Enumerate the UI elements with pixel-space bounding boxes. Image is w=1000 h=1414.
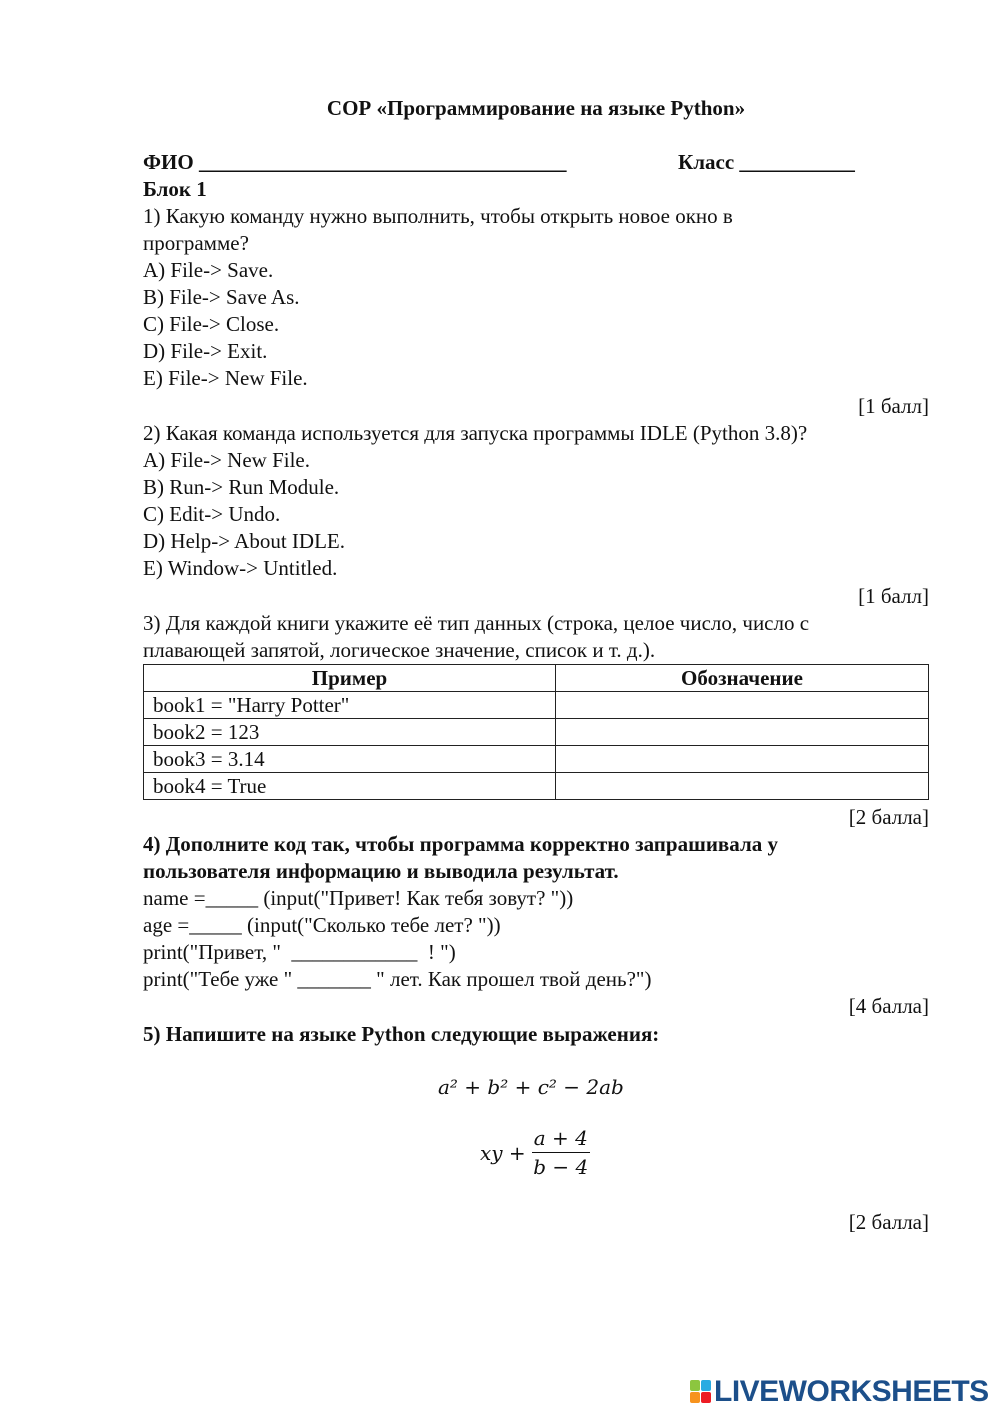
q2-option-b: B) Run-> Run Module. bbox=[143, 475, 340, 499]
q4-score: [4 балла] bbox=[848, 994, 929, 1018]
q5-score: [2 балла] bbox=[848, 1210, 929, 1234]
expression-2-prefix: xy + bbox=[480, 1140, 526, 1165]
q1-option-e: E) File-> New File. bbox=[143, 366, 308, 390]
page-title: СОР «Программирование на языке Python» bbox=[326, 96, 746, 120]
table-row bbox=[144, 746, 929, 773]
block-heading: Блок 1 bbox=[143, 177, 207, 201]
table-row bbox=[144, 773, 929, 800]
answer-cell[interactable] bbox=[556, 692, 929, 719]
q4-text-line2: пользователя информацию и выводила результат. bbox=[143, 859, 619, 883]
example-cell: book4 = True bbox=[144, 773, 556, 800]
q4-code-line4: print("Тебе уже " _______ " лет. Как прошел твой день?") bbox=[143, 967, 652, 991]
q2-option-a: A) File-> New File. bbox=[143, 448, 310, 472]
q3-text-line2: плавающей запятой, логическое значение, список и т. д.). bbox=[143, 638, 656, 662]
q1-option-a: A) File-> Save. bbox=[143, 258, 274, 282]
q2-option-d: D) Help-> About IDLE. bbox=[143, 529, 345, 553]
q2-score: [1 балл] bbox=[858, 584, 929, 608]
logo-mark-icon bbox=[690, 1380, 712, 1404]
fraction-numerator: a + 4 bbox=[532, 1126, 590, 1153]
expression-2-fraction bbox=[532, 1126, 590, 1179]
q3-score: [2 балла] bbox=[848, 805, 929, 829]
table-row bbox=[144, 692, 929, 719]
q4-code-line2: age =_____ (input("Сколько тебе лет? ")) bbox=[143, 913, 501, 937]
class-field: Класс ___________ bbox=[678, 150, 855, 174]
q1-text-line1: 1) Какую команду нужно выполнить, чтобы открыть новое окно в bbox=[143, 204, 733, 228]
q2-option-c: C) Edit-> Undo. bbox=[143, 502, 281, 526]
data-types-table bbox=[143, 664, 929, 800]
q1-option-c: C) File-> Close. bbox=[143, 312, 280, 336]
q1-option-d: D) File-> Exit. bbox=[143, 339, 268, 363]
logo-text: LIVEWORKSHEETS bbox=[714, 1375, 989, 1408]
answer-cell[interactable] bbox=[556, 773, 929, 800]
answer-cell[interactable] bbox=[556, 719, 929, 746]
fraction-denominator: b − 4 bbox=[533, 1155, 589, 1179]
example-cell: book3 = 3.14 bbox=[144, 746, 556, 773]
q5-text: 5) Напишите на языке Python следующие выражения: bbox=[143, 1022, 660, 1046]
q1-score: [1 балл] bbox=[858, 394, 929, 418]
col-header-example: Пример bbox=[144, 665, 556, 692]
q1-option-b: B) File-> Save As. bbox=[143, 285, 300, 309]
example-cell: book1 = "Harry Potter" bbox=[144, 692, 556, 719]
expression-2 bbox=[480, 1126, 590, 1179]
q1-text-line2: программе? bbox=[143, 231, 249, 255]
expression-1: a² + b² + c² − 2ab bbox=[438, 1075, 624, 1099]
q3-text-line1: 3) Для каждой книги укажите её тип данных (строка, целое число, число с bbox=[143, 611, 810, 635]
col-header-designation: Обозначение bbox=[556, 665, 929, 692]
q4-code-line3: print("Привет, " ____________ ! ") bbox=[143, 940, 456, 964]
q4-code-line1: name =_____ (input("Привет! Как тебя зовут? ")) bbox=[143, 886, 574, 910]
q2-option-e: E) Window-> Untitled. bbox=[143, 556, 338, 580]
answer-cell[interactable] bbox=[556, 746, 929, 773]
example-cell: book2 = 123 bbox=[144, 719, 556, 746]
table-row bbox=[144, 719, 929, 746]
table-header-row bbox=[144, 665, 929, 692]
q2-text: 2) Какая команда используется для запуска программы IDLE (Python 3.8)? bbox=[143, 421, 808, 445]
liveworksheets-logo bbox=[690, 1374, 989, 1410]
q4-text-line1: 4) Дополните код так, чтобы программа корректно запрашивала у bbox=[143, 832, 778, 856]
fio-field: ФИО ___________________________________ bbox=[143, 150, 567, 174]
